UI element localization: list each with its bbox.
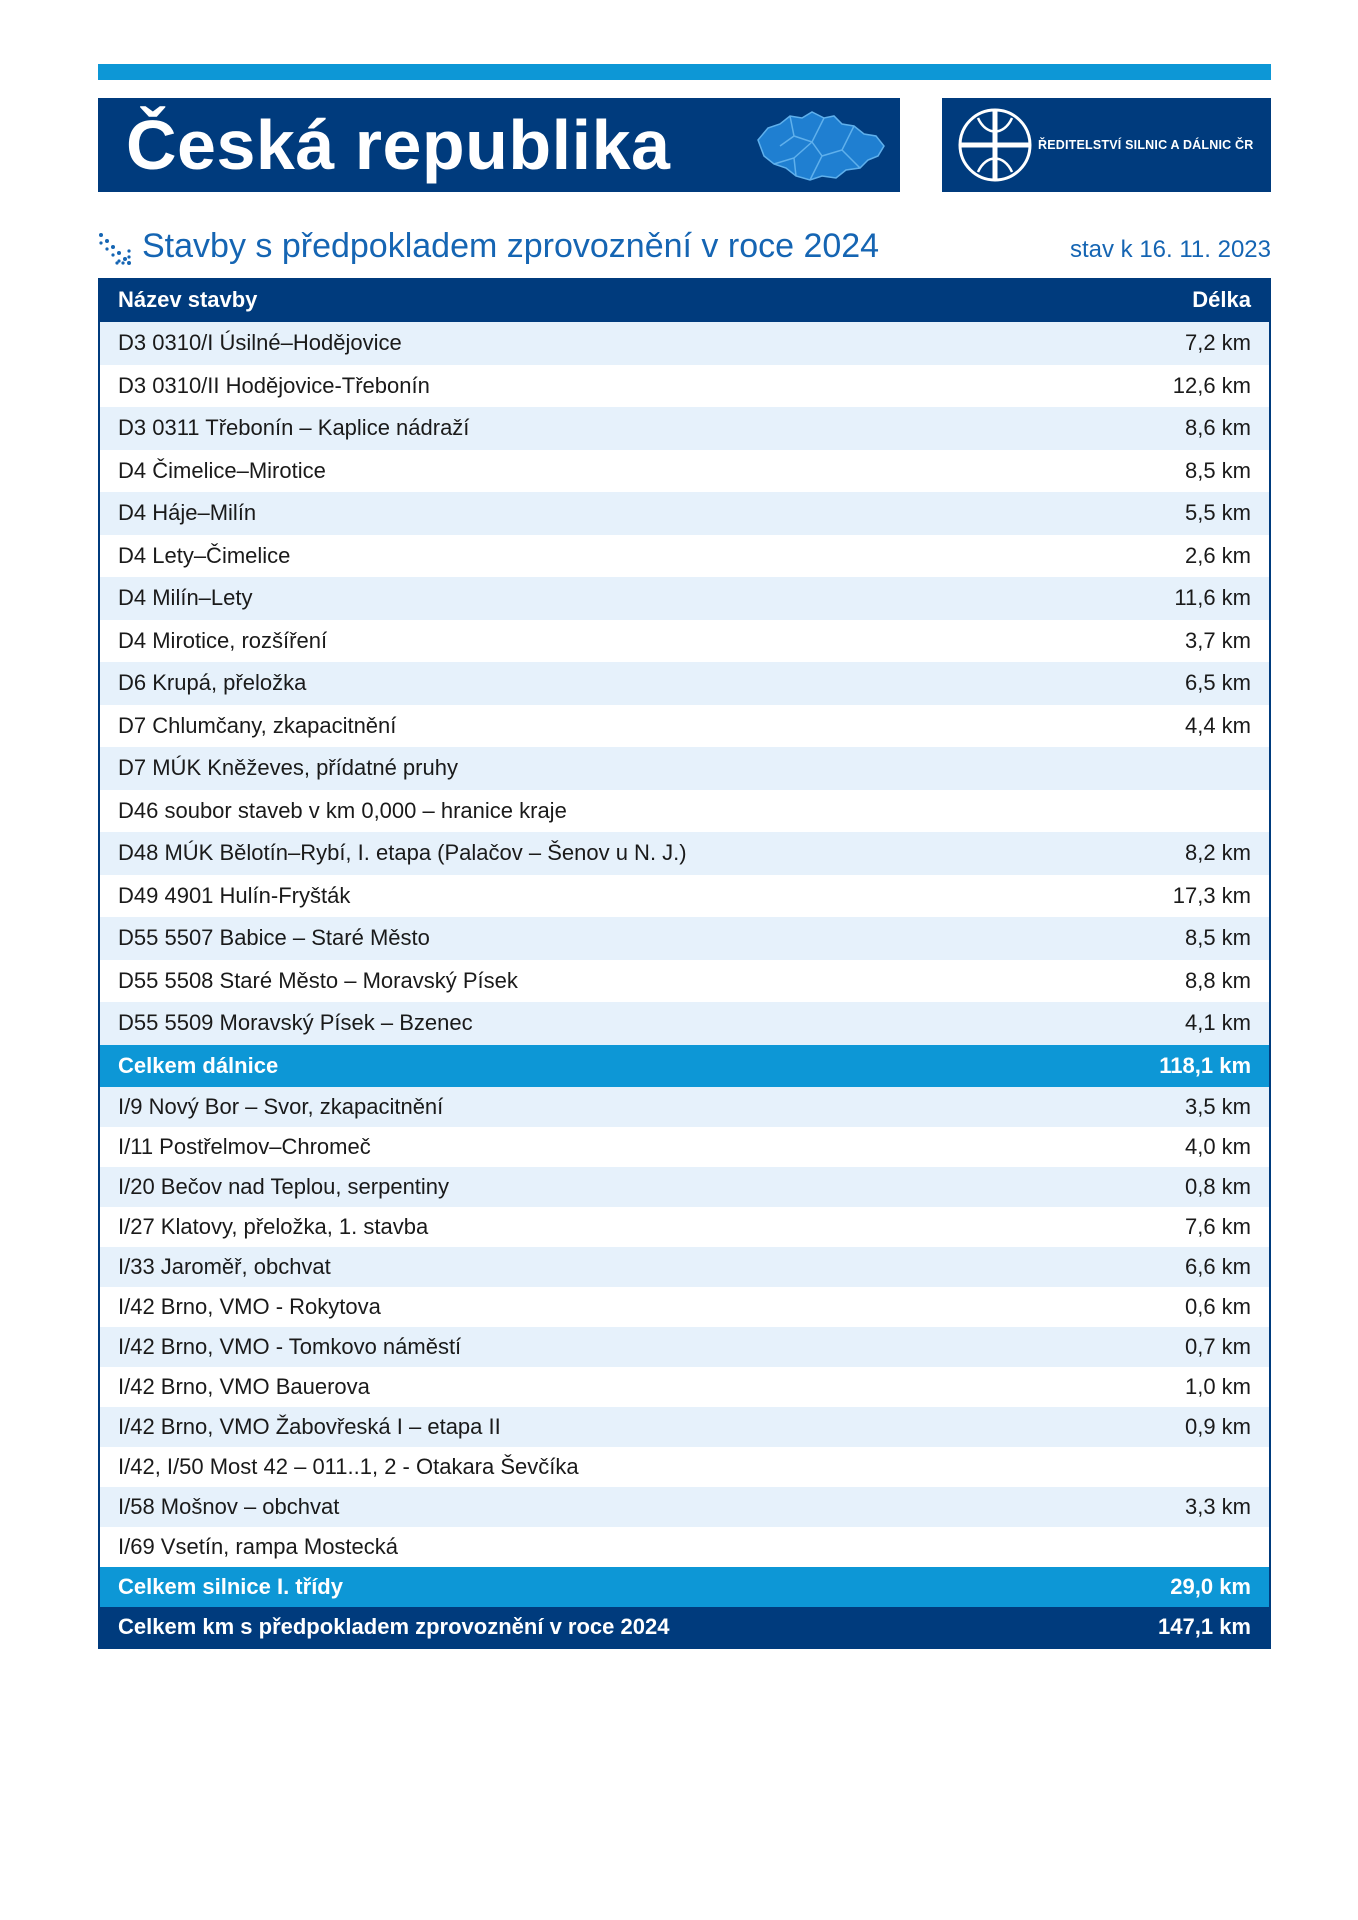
table-row: [100, 1002, 1269, 1045]
construction-length: 0,7 km: [1184, 1334, 1251, 1359]
top-accent-rule: [98, 64, 1271, 80]
construction-name: I/11 Postřelmov–Chromeč: [118, 1134, 371, 1159]
table-row: [100, 960, 1269, 1003]
construction-length: 0,6 km: [1184, 1294, 1251, 1319]
construction-length: 8,5 km: [1184, 457, 1251, 483]
constructions-table: [98, 278, 1271, 1649]
motorways-group: [100, 322, 1269, 1045]
construction-name: I/58 Mošnov – obchvat: [118, 1494, 340, 1519]
table-row: [100, 450, 1269, 493]
construction-length: 12,6 km: [1172, 372, 1251, 398]
construction-name: I/27 Klatovy, přeložka, 1. stavba: [118, 1214, 429, 1239]
table-row: [100, 365, 1269, 408]
table-row: [100, 832, 1269, 875]
construction-name: D55 5509 Moravský Písek – Bzenec: [118, 1010, 473, 1036]
table-row: [100, 1407, 1269, 1447]
construction-name: D3 0310/I Úsilné–Hodějovice: [118, 330, 402, 356]
construction-length: 4,0 km: [1184, 1134, 1251, 1159]
subtotal-value: 29,0 km: [1170, 1574, 1251, 1599]
table-row: [100, 492, 1269, 535]
construction-name: D55 5507 Babice – Staré Město: [118, 925, 430, 951]
construction-length: 3,7 km: [1184, 627, 1251, 653]
construction-name: D4 Milín–Lety: [118, 585, 253, 611]
column-header-name: Název stavby: [118, 287, 258, 312]
grand-total-value: 147,1 km: [1158, 1614, 1251, 1639]
construction-length: 11,6 km: [1174, 585, 1251, 611]
czech-map-icon: [750, 106, 890, 186]
motorways-subtotal-row: [100, 1045, 1269, 1088]
table-row: [100, 1247, 1269, 1287]
table-row: [100, 1287, 1269, 1327]
construction-length: 17,3 km: [1172, 882, 1251, 908]
subtotal-label: Celkem dálnice: [118, 1052, 279, 1078]
subtotal-value: 118,1 km: [1159, 1052, 1251, 1078]
table-row: [100, 1327, 1269, 1367]
table-row: [100, 407, 1269, 450]
logo-text: ŘEDITELSTVÍ SILNIC A DÁLNIC ČR: [1038, 138, 1254, 152]
construction-name: D4 Lety–Čimelice: [118, 542, 291, 568]
construction-length: 8,6 km: [1184, 415, 1251, 441]
section-title: Stavby s předpokladem zprovoznění v roce 2024: [142, 227, 880, 265]
construction-name: I/42 Brno, VMO Žabovřeská I – etapa II: [118, 1414, 501, 1439]
construction-name: I/42 Brno, VMO - Tomkovo náměstí: [118, 1334, 462, 1359]
construction-name: D6 Krupá, přeložka: [118, 670, 307, 696]
construction-length: 8,2 km: [1184, 840, 1251, 866]
construction-name: D49 4901 Hulín-Fryšták: [118, 882, 351, 908]
construction-name: I/42 Brno, VMO Bauerova: [118, 1374, 370, 1399]
page-title: Česká republika: [126, 106, 671, 184]
construction-length: 8,8 km: [1184, 967, 1251, 993]
interchange-logo-icon: [956, 106, 1034, 184]
construction-length: 3,5 km: [1184, 1094, 1251, 1119]
table-row: [100, 322, 1269, 365]
construction-length: 2,6 km: [1184, 542, 1251, 568]
title-banner: [98, 98, 900, 192]
subheading: [98, 224, 1271, 268]
roads-subtotal-row: [100, 1567, 1269, 1607]
construction-name: D4 Mirotice, rozšíření: [118, 627, 328, 653]
table-row: [100, 1207, 1269, 1247]
construction-length: 8,5 km: [1184, 925, 1251, 951]
table-row: [100, 1367, 1269, 1407]
table-row: [100, 1127, 1269, 1167]
table-row: [100, 1447, 1269, 1487]
construction-name: I/9 Nový Bor – Svor, zkapacitnění: [118, 1094, 444, 1119]
construction-length: 4,1 km: [1184, 1010, 1251, 1036]
column-header-length: Délka: [1192, 287, 1251, 312]
subtotal-label: Celkem silnice I. třídy: [118, 1574, 343, 1599]
construction-name: D55 5508 Staré Město – Moravský Písek: [118, 967, 518, 993]
logo-banner: [942, 98, 1271, 192]
construction-name: D4 Čimelice–Mirotice: [118, 457, 326, 483]
construction-length: 7,6 km: [1184, 1214, 1251, 1239]
table-row: [100, 1487, 1269, 1527]
table-row: [100, 1087, 1269, 1127]
construction-length: 4,4 km: [1184, 712, 1251, 738]
construction-name: D46 soubor staveb v km 0,000 – hranice kraje: [118, 797, 567, 823]
table-row: [100, 917, 1269, 960]
construction-name: D7 MÚK Kněževes, přídatné pruhy: [118, 755, 458, 781]
construction-name: D48 MÚK Bělotín–Rybí, I. etapa (Palačov – Šenov u N. J.): [118, 840, 687, 866]
table-row: [100, 875, 1269, 918]
table-header-row: [100, 278, 1269, 322]
construction-length: 6,6 km: [1184, 1254, 1251, 1279]
construction-name: D7 Chlumčany, zkapacitnění: [118, 712, 397, 738]
construction-length: 3,3 km: [1184, 1494, 1251, 1519]
construction-length: 5,5 km: [1184, 500, 1251, 526]
construction-name: D3 0311 Třebonín – Kaplice nádraží: [118, 415, 470, 441]
construction-name: I/20 Bečov nad Teplou, serpentiny: [118, 1174, 450, 1199]
dotted-arrow-icon: [98, 232, 132, 266]
construction-name: I/42, I/50 Most 42 – 011..1, 2 - Otakara Ševčíka: [118, 1454, 579, 1479]
construction-name: I/33 Jaroměř, obchvat: [118, 1254, 331, 1279]
grand-total-label: Celkem km s předpokladem zprovoznění v roce 2024: [118, 1614, 670, 1639]
construction-length: 7,2 km: [1184, 330, 1251, 356]
table-row: [100, 620, 1269, 663]
table-row: [100, 662, 1269, 705]
grand-total-row: [100, 1607, 1269, 1647]
roads-group: [100, 1087, 1269, 1567]
table-row: [100, 705, 1269, 748]
status-date: stav k 16. 11. 2023: [1069, 236, 1271, 263]
construction-name: D3 0310/II Hodějovice-Třebonín: [118, 372, 430, 398]
construction-length: 1,0 km: [1184, 1374, 1251, 1399]
table-row: [100, 535, 1269, 578]
table-row: [100, 790, 1269, 833]
table-row: [100, 577, 1269, 620]
construction-length: 0,9 km: [1184, 1414, 1251, 1439]
table-row: [100, 747, 1269, 790]
construction-name: I/42 Brno, VMO - Rokytova: [118, 1294, 381, 1319]
table-row: [100, 1527, 1269, 1567]
construction-length: 0,8 km: [1184, 1174, 1251, 1199]
construction-name: I/69 Vsetín, rampa Mostecká: [118, 1534, 399, 1559]
construction-length: 6,5 km: [1184, 670, 1251, 696]
table-row: [100, 1167, 1269, 1207]
construction-name: D4 Háje–Milín: [118, 500, 257, 526]
